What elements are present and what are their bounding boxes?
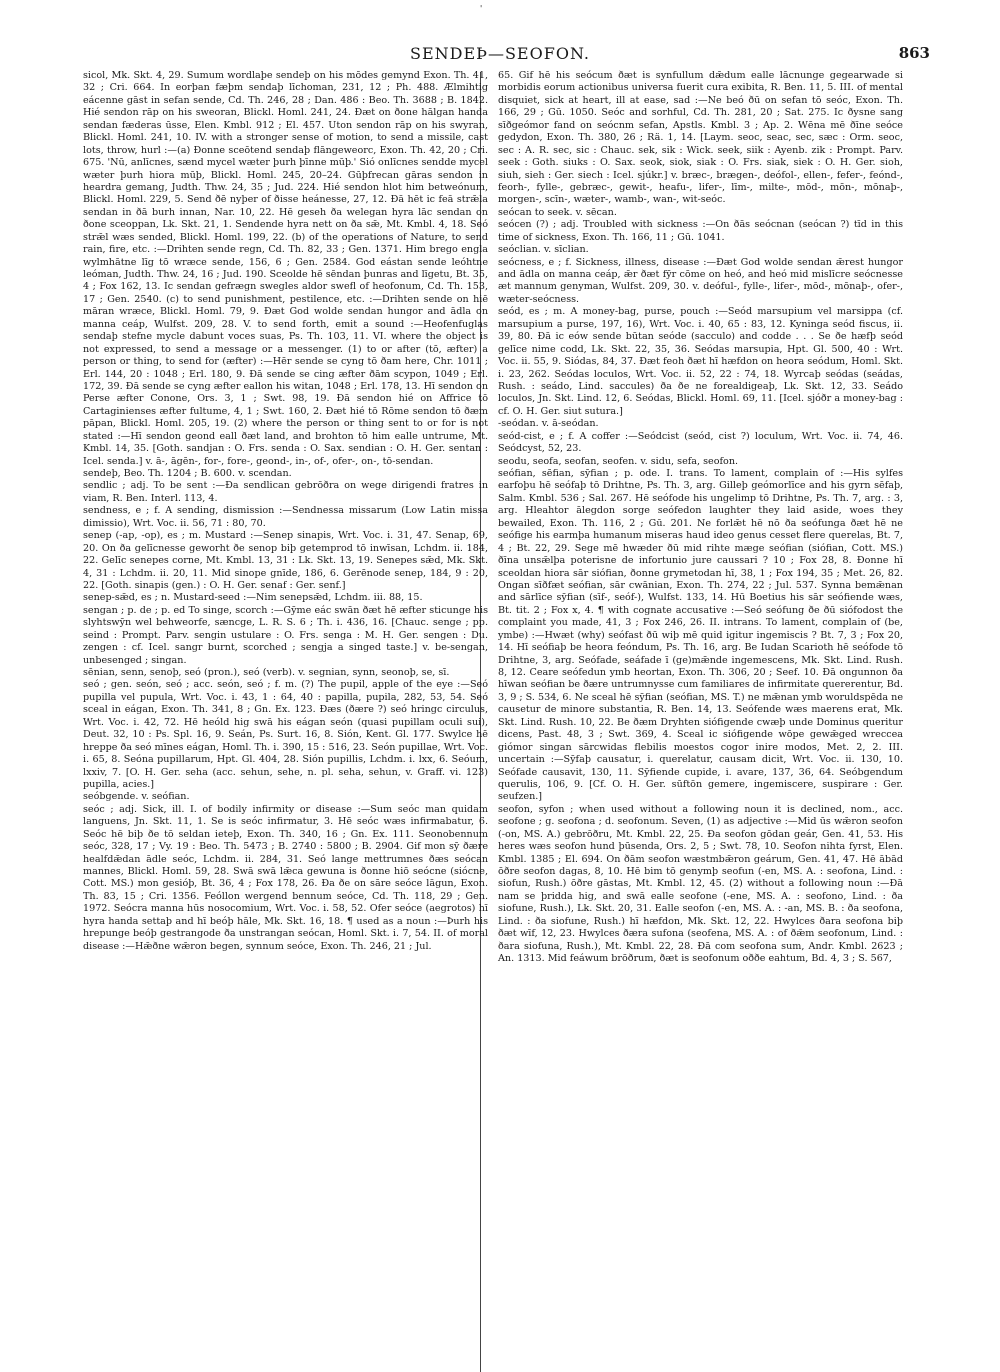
- page-number: 863: [898, 44, 930, 62]
- dictionary-entry: seóclian. v. sīclian.: [498, 244, 589, 256]
- dictionary-entry: seócen (?) ; adj. Troubled with sickness :—On ðās seócnan (seócan ?) tīd in this time of sickness, Exon. Th. 166, 11 ; Gū. 1041.: [498, 219, 903, 243]
- dictionary-entry: sendeþ, Beo. Th. 1204 ; B. 600. v. scendan.: [83, 468, 292, 479]
- dictionary-entry: seó ; gen. seón, seó ; acc. seón, seó ; f. m. (?) The pupil, apple of the eye :—Seó pupilla vel pupula, Wrt. Voc. i. 43, 1 : 64, 40 : papilla, pupila, 282, 53, 54. Seó sceal in eágan, Exon. Th. 341, 8 ; Gn. Ex. 123. Ðæs (ðære ?) seó hringc circulus, Wrt. Voc. i. 42, 72. Hē heóld hig swā his eágan seón (quasi pupillam oculi sui), Deut. 32, 10 : Ps. Spl. 16, 9. Seán, Ps. Surt. 16, 8. Sión, Kent. Gl. 177. Swylce hē hreppe ða seó mīnes eágan, Homl. Th. i. 390, 15 : 516, 23. Seón pupillae, Wrt. Voc. i. 65, 8. Seóna pupillarum, Hpt. Gl. 404, 28. Sión pupillis, Lchdm. i. lxx, 6. Seóum, lxxiv, 7. [O. H. Ger. seha (acc. sehun, sehe, n. pl. seha, sehun, v. Graff. vi. 123) pupilla, acies.]: [83, 679, 488, 790]
- dictionary-entry: seóbgende. v. seófian.: [83, 791, 190, 803]
- dictionary-entry: seófian, sēfian, sȳfian ; p. ode. I. trans. To lament, complain of :—His sylfes earfoþu hē seófaþ tō Drihtne, Ps. Th. 3, arg. Gilleþ geómorlīce and his gyrn sēfaþ, Salm. Kmbl. 536 ; Sal. 267. Hē seófode his ungelimp tō Drihtne, Ps. Th. 7, arg. : 3, arg. Hleahtor ālegdon sorge seófedon laughter they laid aside, woes they bewailed, Exon. Th. 116, 2 ; Gū. 201. Ne forlǣt hē nō ða seófunga ðæt hē ne seófige his earmþa humanum miseras haud ideo genus cesset flere querelas, Bt. 7, 4 ; Bt. 22, 29. Sege mē hwæder ðū mid rihte mæge seófian (siófian, Cott. MS.) ðīna unsǣlþa poterisne de infortunio jure caussari ? 10 ; Fox 28, 8. Ðonne hī sceoldan hiora sār siófian, ðonne grymetodan hī, 38, 1 ; Fox 194, 35 ; Met. 26, 82. Ongan sīðfæt seófian, sār cwānian, Exon. Th. 274, 22 ; Jul. 537. Synna bemǣnan and sārlīce sȳfian (sīf-, seóf-), Wulfst. 133, 14. Hū Boetius his sār seófiende wæs, Bt. tit. 2 ; Fox x, 4. ¶ with cognate accusative :—Seó seófung ðe ðū siófodost the complaint you made, 41, 3 ; Fox 246, 26. II. intrans. To lament, complain of (be, ymbe) :—Hwæt (why) seófast ðū wiþ mē quid igitur ingemiscis ? Bt. 7, 3 ; Fox 20, 14. Hī seófiaþ be heora feóndum, Ps. Th. 16, arg. Be Iudan Scarioth hē seófode tō Drihtne, 3, arg. Seófade, seáfade ī (ge)mǣnde ingemescens, Mk. Skt. Lind. Rush. 8, 12. Ceare seófedun ymb heortan, Exon. Th. 306, 20 ; Seef. 10. Ðā ongunnon ða hīwan seófian be ðære untrumnysse cum familiares de infirmitate quererentur, Bd. 3, 9 ; S. 534, 6. Ne sceal hē sȳfian (seófian, MS. T.) ne mǣnan ymb woruldspēda ne causetur de minore substantia, R. Ben. 14, 13. Seófende wæs maerens erat, Mk. Skt. Lind. Rush. 10, 22. Be ðæm Dryhten siófigende cwæþ unde Dominus queritur dicens, Past. 48, 3 ; Swt. 369, 4. Sceal ic siófigende wōpe gewǣged wreccea giómor singan sārcwidas flebilis moestos cogor inire modos, Met. 2, 2. III. uncertain :—Sȳfaþ causatur, i. querelatur, causam dicit, Wrt. Voc. ii. 130, 10. Seófade causavit, 130, 11. Sȳfiende cupide, i. avare, 137, 36, 64. Seóbgendum querulis, 106, 9. [Cf. O. H. Ger. sūftōn gemere, ingemiscere, suspirare : Ger. seufzen.]: [498, 468, 903, 803]
- dictionary-entry: senep-sǣd, es ; n. Mustard-seed :—Nim senepsǣd, Lchdm. iii. 88, 15.: [83, 592, 423, 604]
- dictionary-entry: seód, es ; m. A money-bag, purse, pouch :—Seód marsupium vel marsippa (cf. marsupium a purse, 197, 16), Wrt. Voc. i. 40, 65 : 83, 12. Kyninga seód fiscus, ii. 39, 80. Ðā ic eów sende būtan seóde (sacculo) and codde . . . Se ðe hæfþ seód gelīce nime codd, Lk. Skt. 22, 35, 36. Seódas marsupia, Hpt. Gl. 500, 40 : Wrt. Voc. ii. 55, 9. Siódas, 84, 37. Ðæt feoh ðæt hī hæfdon on heora seódum, Homl. Skt. i. 23, 262. Seódas loculos, Wrt. Voc. ii. 52, 22 : 74, 18. Wyrcaþ seódas (seádas, Rush. : seádo, Lind. saccules) ða ðe ne forealdigeaþ, Lk. Skt. 12, 33. Seádo loculos, Jn. Skt. Lind. 12, 6. Seódas, Blickl. Homl. 69, 11. [Icel. sjóðr a money-bag : cf. O. H. Ger. siut sutura.]: [498, 306, 903, 417]
- dictionary-entry: seócan to seek. v. sēcan.: [498, 206, 617, 218]
- running-title: SENDEÞ—SEOFON.: [410, 44, 590, 63]
- page-header: [70, 44, 930, 66]
- dictionary-entry: sendness, e ; f. A sending, dismission :—Sendnessa missarum (Low Latin missa dimissio), Wrt. Voc. ii. 56, 71 : 80, 70.: [83, 505, 488, 529]
- dictionary-entry: 65. Gif hē his seócum ðæt is synfullum dǣdum ealle lācnunge gegearwade si morbidis eorum actionibus universa fuerit cura exibita, R. Ben. 11, 5. III. of mental disquiet, sick at heart, ill at ease, sad :—Ne beó ðū on sefan tō seóc, Exon. Th. 166, 29 ; Gū. 1050. Seóc and sorhful, Cd. Th. 281, 20 ; Sat. 275. Ic ðysne sang sīðgeómor fand on seócnm sefan, Apstls. Kmbl. 3 ; Ap. 2. Wēna mē ðīne seóce gedydon, Exon. Th. 380, 26 ; Rä. 1, 14. [Laym. seoc, seac, sec, sæc : Orm. seoc, sec : A. R. sec, sic : Chauc. sek, sik : Wick. seek, siik : Ayenb. zik : Prompt. Parv. seek : Goth. siuks : O. Sax. seok, siok, siak : O. Frs. siak, siek : O. H. Ger. sioh, siuh, sieh : Ger. siech : Icel. sjúkr.] v. bræc-, brægen-, deófol-, ellen-, fefer-, feónd-, feorh-, fylle-, gebræc-, gewit-, heafu-, lifer-, līm-, milte-, mōd-, mōn-, mōnaþ-, morgen-, scīn-, wæter-, wamb-, wan-, wit-seóc.: [498, 70, 903, 206]
- dictionary-entry: sicol, Mk. Skt. 4, 29. Sumum wordlaþe sendeþ on his mōdes gemynd Exon. Th. 41, 32 ; Cri. 664. In eorþan fæþm sendaþ līchoman, 231, 12 ; Ph. 488. Ælmihtig eácenne gāst in sefan sende, Cd. Th. 246, 28 ; Dan. 486 : Beo. Th. 3688 ; B. 1842. Hié sendon rāp on his sweoran, Blickl. Homl. 241, 24. Ðæt on ðone hālgan handa sendan fæderas ūsse, Elen. Kmbl. 912 ; El. 457. Uton sendon rāp on his swyran, Blickl. Homl. 241, 10. IV. with a stronger sense of motion, to send a missile, cast lots, throw, hurl :—(a) Ðonne sceōtend sendaþ flāngeweorc, Exon. Th. 42, 20 ; Cri. 675. 'Nū, anlīcnes, sænd mycel wæter þurh þīnne mūþ.' Sió onlīcnes sendde mycel wæter þurh hiora mūþ, Blickl. Homl. 245, 20–24. Gūþfrecan gāras sendon in heardra gemang, Judth. Thw. 24, 35 ; Jud. 224. Hié sendon hlot him betweónum, Blickl. Homl. 229, 5. Send ðē nyþer of ðisse heánesse, 27, 12. Ðā hēt ic feā strǣla sendan in ðā burh innan, Nar. 10, 22. Hē geseh ða welegan hyra lāc sendan on ðone sceoppan, Lk. Skt. 21, 1. Sendende hyra nett on ða sǣ, Mt. Kmbl. 4, 18. Seó strǣl wæs sended, Blickl. Homl. 199, 22. (b) of the operations of Nature, to send rain, fire, etc. :—Drihten sende regn, Cd. Th. 82, 33 ; Gen. 1371. Him brego engla wylmhātne līg tō wræce sende, 156, 6 ; Gen. 2584. God eástan sende leóhtne leóman, Judth. Thw. 24, 16 ; Jud. 190. Sceolde hē sēndan þunras and līgetu, Bt. 35, 4 ; Fox 162, 13. Ic sendan gefrægn swegles aldor swefl of heofonum, Cd. Th. 153, 17 ; Gen. 2540. (c) to send punishment, pestilence, etc. :—Drihten sende on hiē māran wræce, Blickl. Homl. 79, 9. Ðæt God wolde sendan hungor and ādla on manna ceáp, Wulfst. 209, 28. V. to send forth, emit a sound :—Heofenfuglas sendaþ stefne mycle dabunt voces suas, Ps. Th. 103, 11. VI. where the object is not expressed, to send a message or a messenger. (1) to or after (tō, æfter) a person or thing, to send for (æfter) :—Hēr sende se cyng tō ðam here, Chr. 1011 ; Erl. 144, 20 : 1048 ; Erl. 180, 9. Ðā sende se cing æfter ðām scypon, 1049 ; Erl. 172, 39. Ðā sende se cyng æfter eallon his witan, 1048 ; Erl. 178, 13. Hī sendon on Perse æfter Conone, Ors. 3, 1 ; Swt. 98, 19. Ðā sendon hié on Affrice tō Cartaginienses æfter fultume, 4, 1 ; Swt. 160, 2. Ðæt hié tō Rōme sendon tō ðæm pāpan, Blickl. Homl. 205, 19. (2) where the person or thing sent to or for is not stated :—Hī sendon geond eall ðæt land, and brohton tō him ealle untrume, Mt. Kmbl. 14, 35. [Goth. sandjan : O. Frs. senda : O. Sax. sendian : O. H. Ger. sentan : Icel. senda.] v. ā-, āgēn-, for-, fore-, geond-, in-, of-, ofer-, on-, tō-sendan.: [83, 70, 488, 467]
- dictionary-entry: seód-cist, e ; f. A coffer :—Seódcist (seód, cist ?) loculum, Wrt. Voc. ii. 74, 46. Seódcyst, 52, 23.: [498, 430, 903, 455]
- dictionary-entry: seóc ; adj. Sick, ill. I. of bodily infirmity or disease :—Sum seóc man quidam languens, Jn. Skt. 11, 1. Se is seóc infirmatur, 3. Hē seóc wæs infirmabatur, 6. Seóc hē biþ ðe tō seldan ieteþ, Exon. Th. 340, 16 ; Gn. Ex. 111. Seonobennum seóc, 328, 17 ; Vy. 19 : Beo. Th. 5473 ; B. 2740 : 5800 ; B. 2904. Gif mon sȳ ðære healfdǣdan ādle seóc, Lchdm. ii. 284, 31. Seó lange mettrumnes ðæs seócan mannes, Blickl. Homl. 59, 28. Swā swā lǣca gewuna is ðonne hiō seócne (siócne, Cott. MS.) mon gesióþ, Bt. 36, 4 ; Fox 178, 26. Ða ðe on sāre seóce lāgun, Exon. Th. 83, 15 ; Cri. 1356. Feóllon wergend bennum seóce, Cd. Th. 118, 29 ; Gen. 1972. Seócra manna hūs nosocomium, Wrt. Voc. i. 58, 52. Ofer seóce (aegrotos) hī hyra handa settaþ and hī beóþ hāle, Mk. Skt. 16, 18. ¶ used as a noun :—Þurh his hrepunge beóþ gestrangode ða unstrangan seócan, Homl. Skt. i. 7, 54. II. of moral disease :—Hǣðne wǣron begen, synnum seóce, Exon. Th. 246, 21 ; Jul.: [83, 803, 488, 952]
- dictionary-entry: senep (-ap, -op), es ; m. Mustard :—Senep sinapis, Wrt. Voc. i. 31, 47. Senap, 69, 20. On ða gelīcnesse geworht ðe senop biþ getemprod tō inwīsan, Lchdm. ii. 184, 22. Gelīc senepes corne, Mt. Kmbl. 13, 31 : Lk. Skt. 13, 19. Senepes sǣd, Mk. Skt. 4, 31 : Lchdm. ii. 20, 11. Mid sinope gnīde, 186, 6. Gerēnode senep, 184, 9 : 20, 22. [Goth. sinapis (gen.) : O. H. Ger. senaf : Ger. senf.]: [83, 530, 488, 591]
- dictionary-entry: sendlic ; adj. To be sent :—Ða sendlican gebrōðra on wege dirigendi fratres in viam, R. Ben. Interl. 113, 4.: [83, 480, 488, 504]
- right-column: [498, 70, 903, 966]
- gutter-mark: ': [480, 4, 483, 13]
- dictionary-entry: seofon, syfon ; when used without a following noun it is declined, nom., acc. seofone ; g. seofona ; d. seofonum. Seven, (1) as adjective :—Mid ūs wǣron seofon (-on, MS. A.) gebrōðru, Mt. Kmbl. 22, 25. Ða seofon gōdan geár, Gen. 41, 53. His heres wæs seofon hund þūsenda, Ors. 2, 5 ; Swt. 78, 10. Seofon nihta fyrst, Elen. Kmbl. 1385 ; El. 694. On ðām seofon wæstmbǣron geárum, Gen. 41, 47. Hē ābād ōðre seofon dagas, 8, 10. Hē bim tō genymþ seofun (-en, MS. A. : seofona, Lind. : siofun, Rush.) ōðre gāstas, Mt. Kmbl. 12, 45. (2) without a following noun :—Ðā nam se þridda hig, and swā ealle seofone (-ene, MS. A. : seofono, Lind. : ða siofune, Rush.), Lk. Skt. 20, 31. Ealle seofon (-en, MS. A. : -an, MS. B. : ða seofona, Lind. : ða siofune, Rush.) hī hæfdon, Mk. Skt. 12, 22. Hwylces ðara seofona biþ ðæt wīf, 12, 23. Hwylces ðæra sufona (seofena, MS. A. : of ðǣm seofonum, Lind. : ðara siofuna, Rush.), Mt. Kmbl. 22, 28. Ðā com seofona sum, Andr. Kmbl. 2623 ; An. 1313. Mid feáwum brōðrum, ðæt is seofonum oððe eahtum, Bd. 4, 3 ; S. 567,: [498, 803, 903, 965]
- dictionary-entry: sengan ; p. de ; p. ed To singe, scorch :—Gȳme eác swān ðæt hē æfter sticunge his slyhtswȳn wel behweorfe, sæncge, L. R. S. 6 ; Th. i. 436, 16. [Chauc. senge ; pp. seind : Prompt. Parv. sengin ustulare : O. Frs. senga : M. H. Ger. sengen : Du. zengen : cf. Icel. sangr burnt, scorched ; sengja a singed taste.] v. be-sengan, unbesenged ; singan.: [83, 604, 488, 666]
- dictionary-entry: -seódan. v. ā-seódan.: [498, 418, 599, 430]
- dictionary-entry: seócness, e ; f. Sickness, illness, disease :—Ðæt God wolde sendan ǣrest hungor and ādla on manna ceáp, ǣr ðæt fȳr cōme on heó, and heó mid mislīcre seócnesse æt mannum genyman, Wulfst. 209, 30. v. deóful-, fylle-, lifer-, mōd-, mōnaþ-, ofer-, wæter-seócness.: [498, 256, 903, 305]
- dictionary-entry: sēnian, senn, senoþ, seó (pron.), seó (verb). v. segnian, synn, seonoþ, se, sī.: [83, 667, 450, 678]
- left-column: [83, 70, 488, 953]
- dictionary-entry: seodu, seofa, seofan, seofen. v. sidu, sefa, seofon.: [498, 455, 739, 467]
